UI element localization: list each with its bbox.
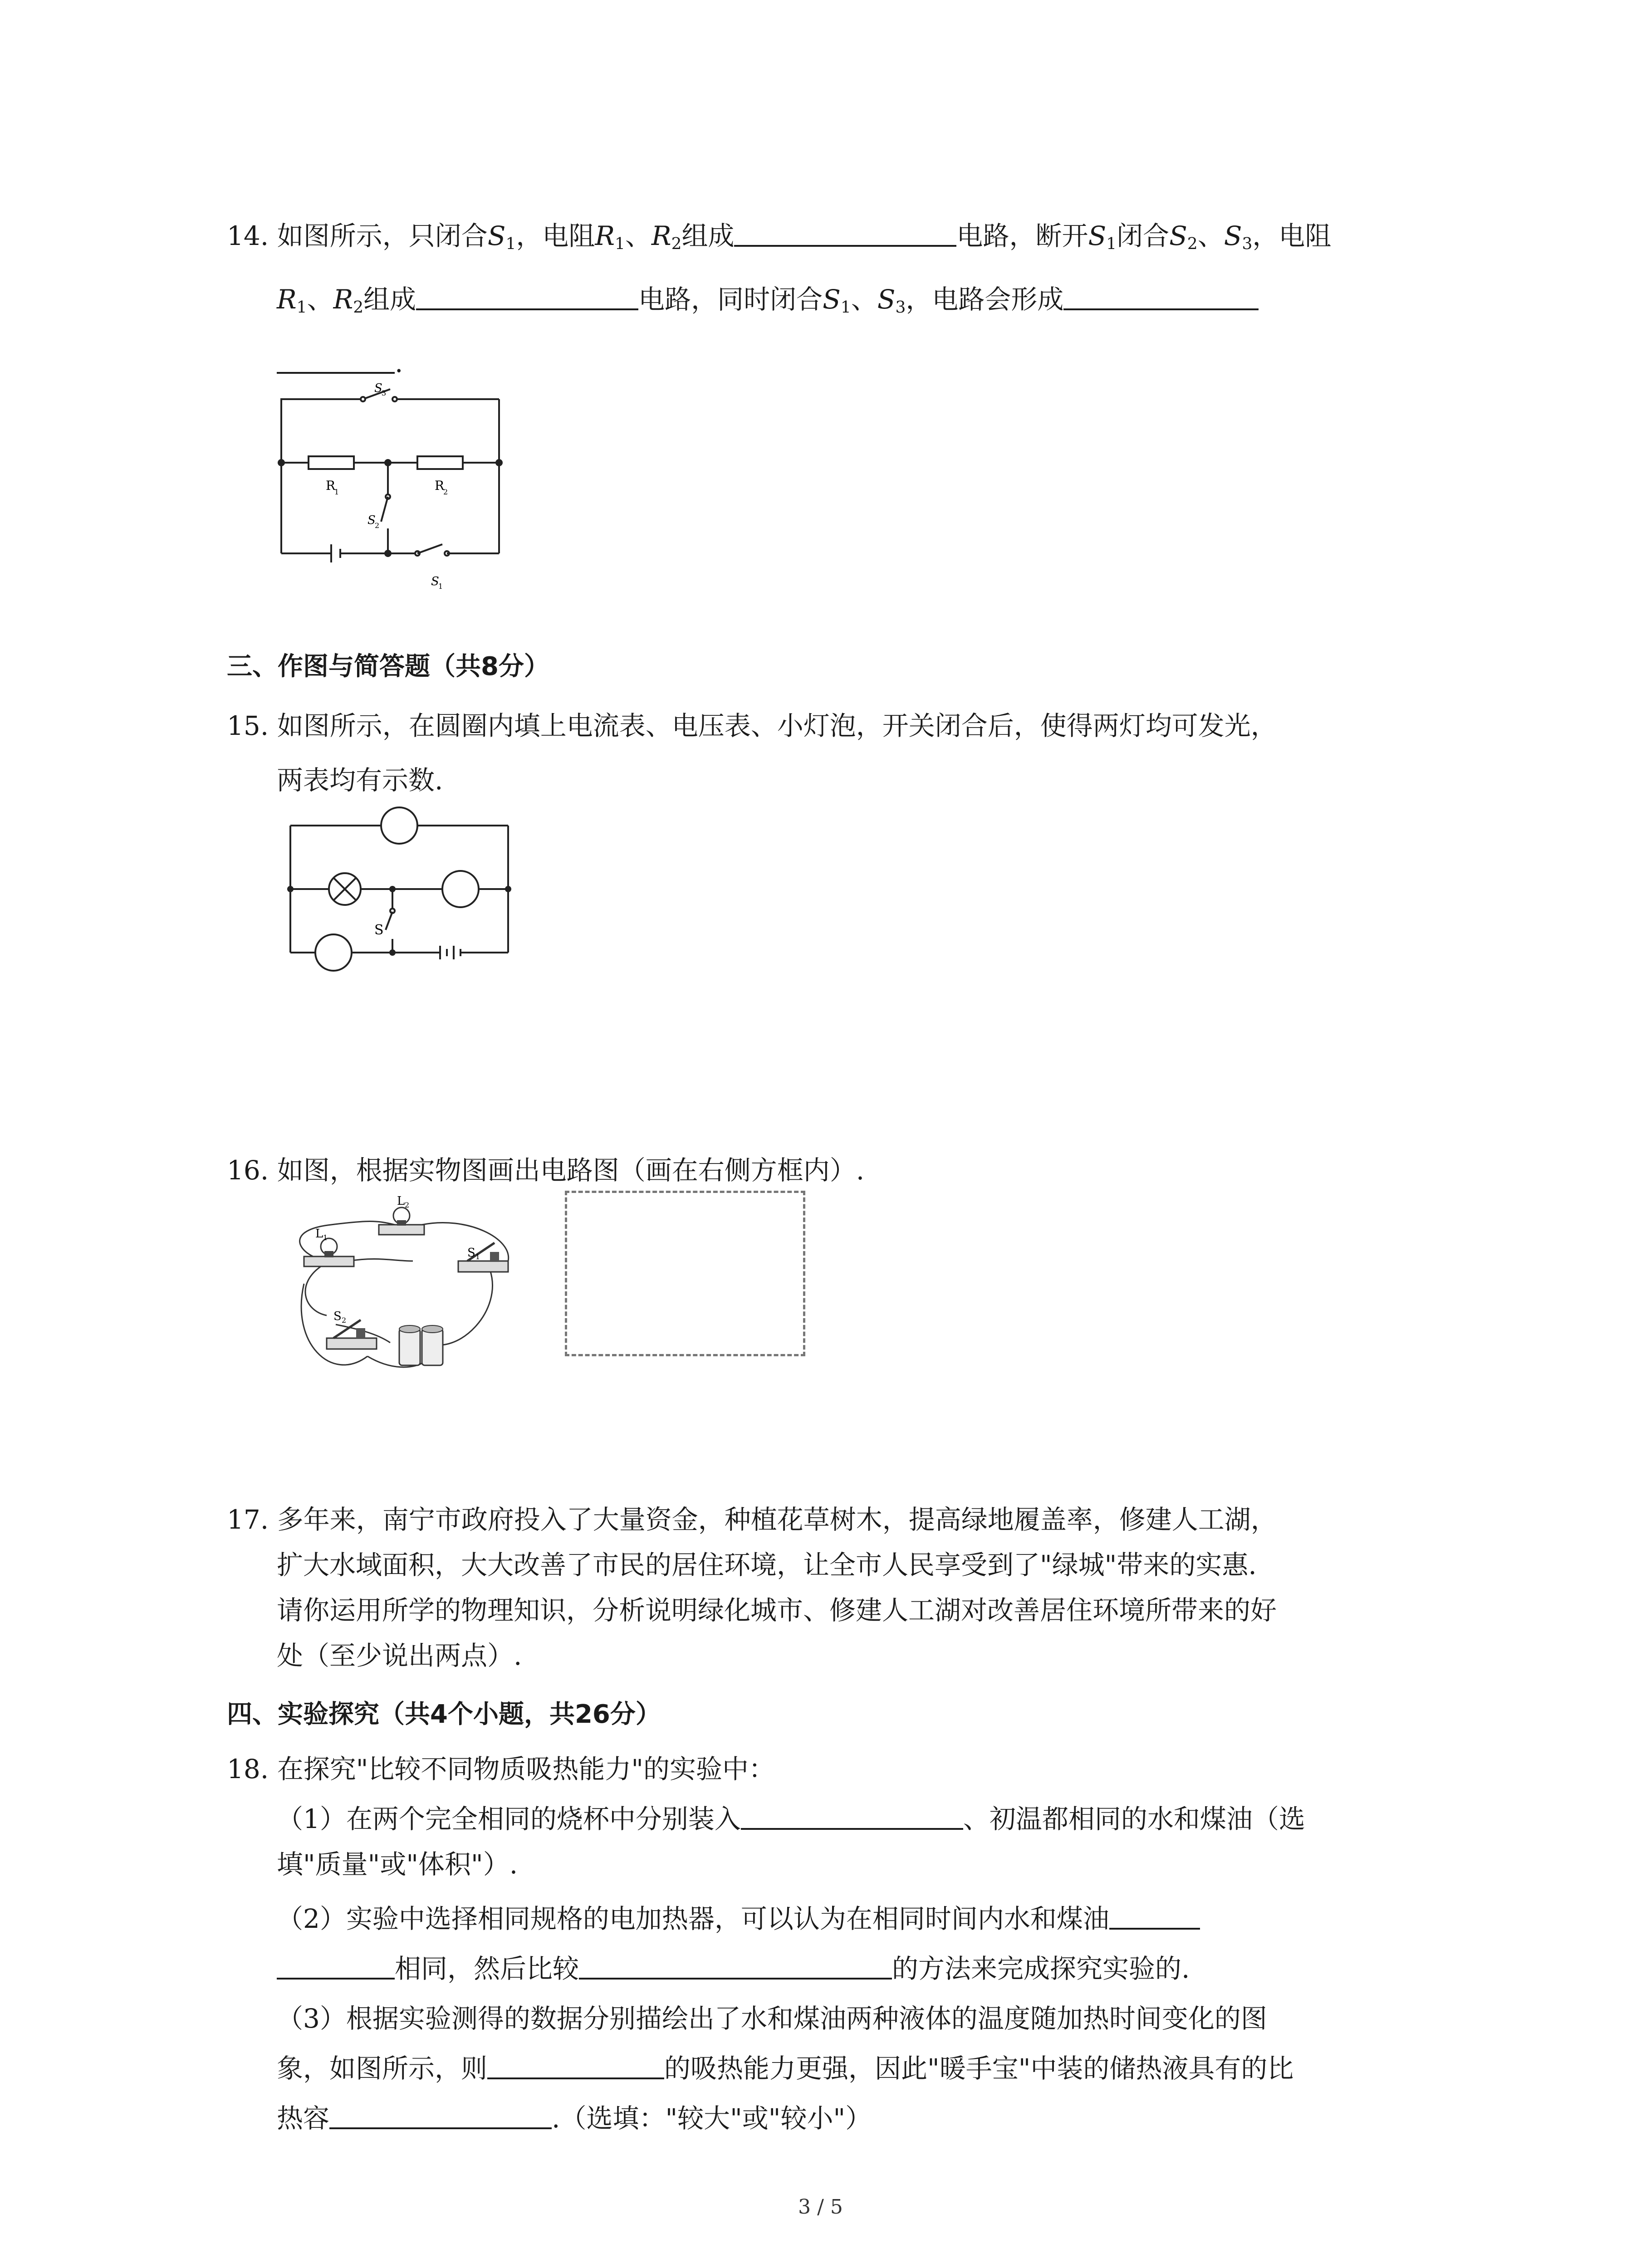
q14-line-1: 14. 如图所示，只闭合$S_1$，电阻$R_1$、$R_2$组成 电路，断开$S_1$闭合$S_2$、$S_3$，电阻 bbox=[227, 220, 1332, 253]
svg-text:S: S bbox=[367, 513, 376, 527]
svg-text:R: R bbox=[326, 478, 336, 493]
answer-blank[interactable] bbox=[277, 1952, 395, 1980]
answer-blank[interactable] bbox=[277, 347, 395, 374]
page-number: 3 / 5 bbox=[798, 2195, 843, 2219]
svg-text:1: 1 bbox=[334, 488, 339, 496]
question-number: 15. bbox=[227, 710, 269, 741]
svg-text:1: 1 bbox=[475, 1252, 480, 1261]
svg-text:1: 1 bbox=[438, 582, 443, 591]
svg-text:R: R bbox=[435, 478, 445, 493]
answer-drawing-box[interactable] bbox=[565, 1191, 805, 1356]
answer-blank[interactable] bbox=[487, 2052, 664, 2079]
answer-blank[interactable] bbox=[329, 2102, 552, 2129]
q17-line-1: 17. 多年来，南宁市政府投入了大量资金，种植花草树木，提高绿地履盖率，修建人工湖， bbox=[227, 1504, 1277, 1535]
section-heading: 三、作图与简答题（共8分） bbox=[227, 652, 549, 681]
svg-text:1: 1 bbox=[323, 1233, 328, 1242]
q18-part3-line-2: 象，如图所示，则 的吸热能力更强，因此"暖手宝"中装的储热液具有的比 bbox=[277, 2053, 1294, 2084]
question-number: 17. bbox=[227, 1504, 269, 1535]
lamp-l1-icon bbox=[304, 1238, 354, 1266]
q15-line-2: 两表均有示数. bbox=[277, 765, 443, 796]
question-number: 18. bbox=[227, 1754, 269, 1784]
answer-blank[interactable] bbox=[579, 1952, 892, 1980]
switch-s2-icon bbox=[327, 1320, 377, 1349]
svg-text:2: 2 bbox=[405, 1201, 410, 1209]
svg-text:S: S bbox=[467, 1246, 475, 1260]
svg-text:2: 2 bbox=[443, 488, 448, 496]
answer-blank[interactable] bbox=[416, 283, 638, 310]
q17-line-2: 扩大水域面积，大大改善了市民的居住环境，让全市人民享受到了"绿城"带来的实惠. bbox=[277, 1549, 1257, 1580]
battery-icon bbox=[399, 1325, 443, 1365]
answer-blank[interactable] bbox=[1063, 283, 1259, 310]
svg-text:S: S bbox=[374, 381, 382, 395]
q18-part2-line-2: 相同，然后比较 的方法来完成探究实验的. bbox=[277, 1950, 1190, 1987]
question-number: 16. bbox=[227, 1155, 269, 1186]
q18-part1-line-1: （1）在两个完全相同的烧杯中分别装入 、初温都相同的水和煤油（选 bbox=[277, 1804, 1305, 1834]
q17-line-3: 请你运用所学的物理知识，分析说明绿化城市、修建人工湖对改善居住环境所带来的好 bbox=[277, 1595, 1277, 1626]
q18-part2-line-1: （2）实验中选择相同规格的电加热器，可以认为在相同时间内水和煤油 bbox=[277, 1901, 1200, 1937]
svg-text:S: S bbox=[374, 922, 384, 938]
q14-line-2: $R_1$、$R_2$组成 电路，同时闭合$S_1$、$S_3$，电路会形成 bbox=[277, 281, 1259, 326]
q16-physical-circuit-image bbox=[277, 1193, 531, 1383]
svg-text:L: L bbox=[397, 1194, 405, 1208]
q16-line-1: 16. 如图，根据实物图画出电路图（画在右侧方框内）. bbox=[227, 1155, 865, 1186]
svg-text:2: 2 bbox=[375, 521, 380, 530]
q15-circuit-diagram bbox=[281, 798, 526, 980]
q14-line-3: . bbox=[277, 345, 403, 381]
answer-blank[interactable] bbox=[734, 220, 956, 247]
q18-part3-line-3: 热容 .（选填："较大"或"较小"） bbox=[277, 2103, 872, 2134]
switch-s1-icon bbox=[458, 1243, 508, 1272]
q18-part3-line-1: （3）根据实验测得的数据分别描绘出了水和煤油两种液体的温度随加热时间变化的图 bbox=[277, 2003, 1267, 2034]
svg-text:3: 3 bbox=[382, 389, 387, 397]
answer-blank[interactable] bbox=[1109, 1902, 1200, 1930]
svg-text:2: 2 bbox=[342, 1316, 347, 1325]
answer-blank[interactable] bbox=[741, 1803, 963, 1830]
section-heading: 四、实验探究（共4个小题，共26分） bbox=[227, 1700, 661, 1729]
q17-line-4: 处（至少说出两点）. bbox=[277, 1640, 522, 1671]
lamp-l2-icon bbox=[379, 1207, 424, 1235]
svg-text:S: S bbox=[431, 575, 439, 588]
svg-text:L: L bbox=[315, 1227, 323, 1241]
q18-intro: 18. 在探究"比较不同物质吸热能力"的实验中： bbox=[227, 1754, 775, 1784]
svg-text:S: S bbox=[333, 1310, 342, 1323]
q15-line-1: 15. 如图所示，在圆圈内填上电流表、电压表、小灯泡，开关闭合后，使得两灯均可发光， bbox=[227, 710, 1277, 741]
question-number: 14. bbox=[227, 220, 269, 251]
q14-circuit-diagram bbox=[272, 372, 508, 608]
q18-part1-line-2: 填"质量"或"体积"）. bbox=[277, 1849, 518, 1880]
